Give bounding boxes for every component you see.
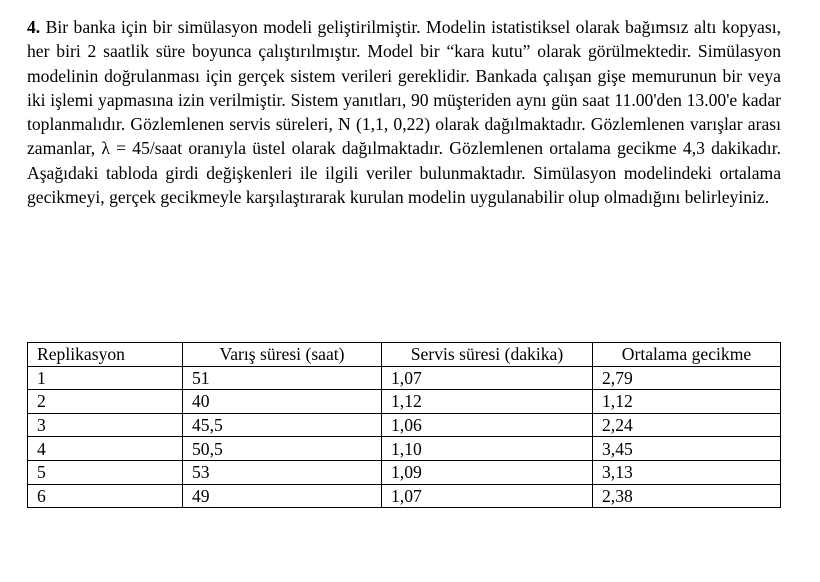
cell-servis-suresi: 1,12 (382, 390, 593, 414)
cell-ortalama-gecikme: 2,79 (593, 366, 781, 390)
cell-servis-suresi: 1,07 (382, 366, 593, 390)
table-row (28, 460, 781, 484)
cell-ortalama-gecikme: 3,13 (593, 460, 781, 484)
header-servis-suresi: Servis süresi (dakika) (382, 343, 593, 367)
table-row (28, 484, 781, 508)
table-row (28, 390, 781, 414)
cell-ortalama-gecikme: 3,45 (593, 437, 781, 461)
cell-ortalama-gecikme: 2,24 (593, 413, 781, 437)
table-header-row (28, 343, 781, 367)
cell-servis-suresi: 1,09 (382, 460, 593, 484)
cell-replikasyon: 2 (28, 390, 183, 414)
cell-varis-suresi: 49 (183, 484, 382, 508)
cell-ortalama-gecikme: 2,38 (593, 484, 781, 508)
cell-varis-suresi: 53 (183, 460, 382, 484)
header-ortalama-gecikme: Ortalama gecikme (593, 343, 781, 367)
header-replikasyon: Replikasyon (28, 343, 183, 367)
table-row (28, 413, 781, 437)
header-varis-suresi: Varış süresi (saat) (183, 343, 382, 367)
cell-replikasyon: 5 (28, 460, 183, 484)
cell-replikasyon: 3 (28, 413, 183, 437)
cell-varis-suresi: 51 (183, 366, 382, 390)
cell-varis-suresi: 40 (183, 390, 382, 414)
cell-servis-suresi: 1,06 (382, 413, 593, 437)
cell-servis-suresi: 1,07 (382, 484, 593, 508)
replication-data-table (27, 342, 781, 508)
table-row (28, 437, 781, 461)
cell-ortalama-gecikme: 1,12 (593, 390, 781, 414)
question-paragraph (27, 15, 781, 209)
cell-varis-suresi: 50,5 (183, 437, 382, 461)
question-number: 4. (27, 17, 41, 37)
cell-servis-suresi: 1,10 (382, 437, 593, 461)
cell-replikasyon: 1 (28, 366, 183, 390)
table-row (28, 366, 781, 390)
cell-replikasyon: 6 (28, 484, 183, 508)
cell-varis-suresi: 45,5 (183, 413, 382, 437)
cell-replikasyon: 4 (28, 437, 183, 461)
question-text: Bir banka için bir simülasyon modeli geliştirilmiştir. Modelin istatistiksel olarak bağımsız altı kopyası, her biri 2 saatlik süre boyunca çalıştırılmıştır. Model bir “kara kutu” olarak görülmektedir. Simülasyon modelinin doğrulanması için gerçek sistem verileri gereklidir. Bankada çalışan gişe memurunun bir veya iki işlemi yapmasına izin verilmiştir. Sistem yanıtları, 90 müşteriden aynı gün saat 11.00'den 13.00'e kadar toplanmalıdır. Gözlemlenen servis süreleri, N (1,1, 0,22) olarak dağılmaktadır. Gözlemlenen varışlar arası zamanlar, λ = 45/saat oranıyla üstel olarak dağılmaktadır. Gözlemlenen ortalama gecikme 4,3 dakikadır. Aşağıdaki tabloda girdi değişkenleri ile ilgili veriler bulunmaktadır. Simülasyon modelindeki ortalama gecikmeyi, gerçek gecikmeyle karşılaştırarak kurulan modelin uygulanabilir olup olmadığını belirleyiniz. (27, 17, 781, 208)
